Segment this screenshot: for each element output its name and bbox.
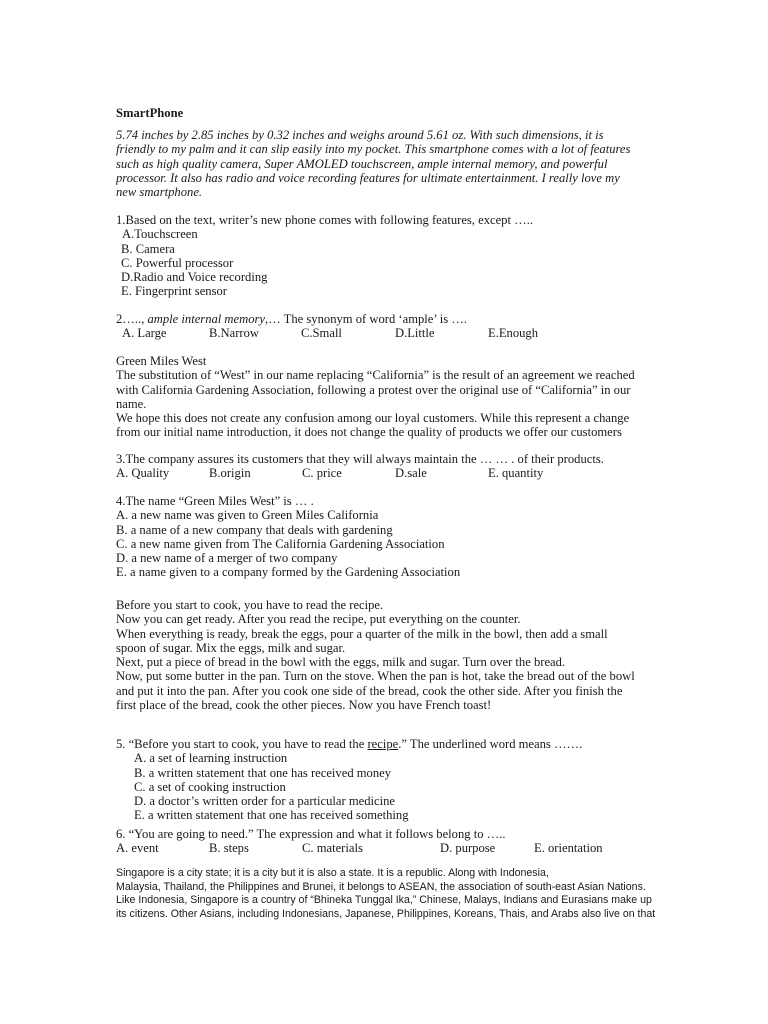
question-4 xyxy=(116,494,658,580)
option: D. a new name of a merger of two company xyxy=(116,551,338,566)
question-3 xyxy=(116,452,658,481)
question-5-suffix: .” The underlined word means ……. xyxy=(398,737,583,751)
question-2 xyxy=(116,312,658,341)
green-miles-section xyxy=(116,354,658,440)
recipe-passage xyxy=(116,598,658,712)
option: B. Camera xyxy=(121,241,175,256)
question-5-options xyxy=(116,751,658,822)
question-2-italic-phrase: ample internal memory xyxy=(147,312,266,326)
option: D.Little xyxy=(395,326,435,341)
option: A. a set of learning instruction xyxy=(134,751,288,766)
question-5-text xyxy=(116,737,658,751)
question-2-text xyxy=(116,312,658,326)
passage-line: and put it into the pan. After you cook one side of the bread, cook the other side. After you finish the xyxy=(116,683,623,698)
passage-line: such as high quality camera, Super AMOLED touchscreen, ample internal memory, and powerful xyxy=(116,156,608,171)
option: B. a name of a new company that deals with gardening xyxy=(116,522,393,537)
option: B. a written statement that one has received money xyxy=(134,765,392,780)
option: A. event xyxy=(116,841,159,856)
option: E. Fingerprint sensor xyxy=(121,284,227,299)
question-3-options xyxy=(116,466,658,480)
passage-line: Malaysia, Thailand, the Philippines and Brunei, it belongs to ASEAN, the association of south-east Asian Nations. xyxy=(116,880,646,893)
singapore-passage xyxy=(116,867,748,921)
passage-line: from our initial name introduction, it does not change the quality of products we offer our customers xyxy=(116,425,622,440)
option: D. purpose xyxy=(440,841,496,856)
passage-line: Singapore is a city state; it is a city but it is also a state. It is a republic. Along with Indonesia, xyxy=(116,867,549,879)
option: C. a new name given from The California Gardening Association xyxy=(116,536,445,551)
passage-line: with California Gardening Association, following a protest over the original use of “California” in our xyxy=(116,382,631,397)
question-1-options xyxy=(116,227,658,298)
option: C. price xyxy=(302,466,342,481)
passage-line: When everything is ready, break the eggs, pour a quarter of the milk in the bowl, then add a small xyxy=(116,626,608,641)
passage-line: Now you can get ready. After you read the recipe, put everything on the counter. xyxy=(116,612,521,627)
passage-line: first place of the bread, cook the other pieces. Now you have French toast! xyxy=(116,698,492,713)
option: A. Quality xyxy=(116,466,170,481)
smartphone-passage xyxy=(116,128,658,199)
option: D.Radio and Voice recording xyxy=(121,270,268,285)
option: E. orientation xyxy=(534,841,603,856)
option: D. a doctor’s written order for a particular medicine xyxy=(134,794,395,809)
option: E. a name given to a company formed by the Gardening Association xyxy=(116,565,461,580)
passage-line: We hope this does not create any confusion among our loyal customers. While this represent a change xyxy=(116,411,630,426)
question-6-options xyxy=(116,841,658,855)
smartphone-title: SmartPhone xyxy=(116,106,184,120)
question-6-text: 6. “You are going to need.” The expression and what it follows belong to ….. xyxy=(116,827,506,841)
option: A.Touchscreen xyxy=(122,227,198,242)
question-2-suffix: ,… The synonym of word ‘ample’ is …. xyxy=(265,312,468,326)
option: D.sale xyxy=(395,466,427,481)
passage-line: spoon of sugar. Mix the eggs, milk and sugar. xyxy=(116,640,346,655)
option: B.Narrow xyxy=(209,326,260,341)
passage-line: Now, put some butter in the pan. Turn on the stove. When the pan is hot, take the bread out of the bowl xyxy=(116,669,635,684)
option: A. Large xyxy=(122,326,167,341)
question-5-underlined-word: recipe xyxy=(367,737,399,751)
question-2-prefix: 2….., xyxy=(116,312,148,326)
question-3-text: 3.The company assures its customers that they will always maintain the … … . of their products. xyxy=(116,452,604,466)
option: C.Small xyxy=(301,326,342,341)
question-5-prefix: 5. “Before you start to cook, you have to read the xyxy=(116,737,368,751)
question-1-text: 1.Based on the text, writer’s new phone comes with following features, except ….. xyxy=(116,213,534,227)
option: E. quantity xyxy=(488,466,544,481)
option: E. a written statement that one has received something xyxy=(134,808,409,823)
option: E.Enough xyxy=(488,326,539,341)
question-6 xyxy=(116,827,658,856)
passage-line: its citizens. Other Asians, including Indonesians, Japanese, Philippines, Koreans, Thais, and Arabs also live on that xyxy=(116,907,656,920)
passage-line: name. xyxy=(116,396,147,411)
passage-line: friendly to my palm and it can slip easily into my pocket. This smartphone comes with a lot of features xyxy=(116,142,631,157)
passage-line: Like Indonesia, Singapore is a country of “Bhineka Tunggal Ika,” Chinese, Malays, Indians and Eurasians make up xyxy=(116,894,652,907)
passage-line: processor. It also has radio and voice recording features for ultimate entertainment. I really love my xyxy=(116,170,620,185)
passage-line: The substitution of “West” in our name replacing “California” is the result of an agreement we reached xyxy=(116,368,635,383)
option: A. a new name was given to Green Miles California xyxy=(116,508,379,523)
option: C. a set of cooking instruction xyxy=(134,779,286,794)
option: C. Powerful processor xyxy=(121,255,234,270)
question-5 xyxy=(116,737,658,823)
passage-line: 5.74 inches by 2.85 inches by 0.32 inches and weighs around 5.61 oz. With such dimensions, it is xyxy=(116,128,604,142)
question-1 xyxy=(116,213,658,299)
green-miles-title: Green Miles West xyxy=(116,354,207,368)
option: B.origin xyxy=(209,466,251,481)
passage-line: Next, put a piece of bread in the bowl with the eggs, milk and sugar. Turn over the bread. xyxy=(116,655,566,670)
passage-line: Before you start to cook, you have to read the recipe. xyxy=(116,598,384,612)
question-4-text: 4.The name “Green Miles West” is … . xyxy=(116,494,314,508)
passage-line: new smartphone. xyxy=(116,185,203,200)
option: B. steps xyxy=(209,841,249,856)
question-2-options xyxy=(116,326,658,340)
option: C. materials xyxy=(302,841,363,856)
